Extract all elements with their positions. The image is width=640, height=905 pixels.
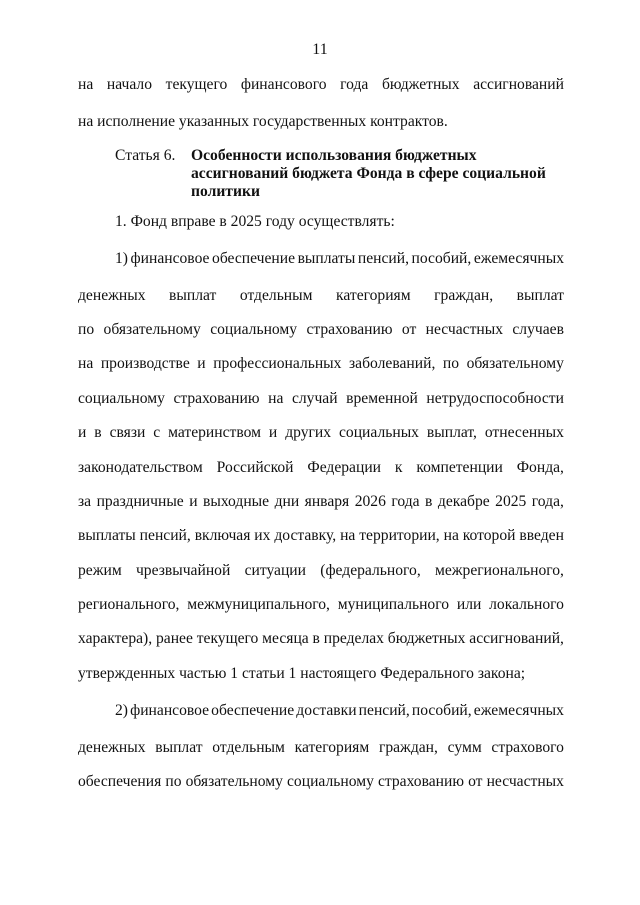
word: которой — [462, 527, 516, 544]
text-line — [78, 389, 564, 409]
word: бюджетных — [381, 76, 460, 93]
word: обеспечение — [211, 702, 295, 719]
word: материнством — [168, 424, 261, 441]
word: страхового — [491, 739, 564, 756]
word: ежемесячных — [473, 250, 564, 267]
word: к — [394, 459, 403, 476]
word: территории, — [359, 527, 440, 544]
word: выплаты — [297, 250, 356, 267]
word: отнесенных — [484, 424, 564, 441]
word: за — [78, 493, 92, 510]
word: или — [456, 596, 482, 613]
text-line — [78, 738, 564, 758]
word: социальному — [210, 321, 298, 338]
text-line — [78, 526, 564, 546]
text-line: утвержденных частью 1 статьи 1 настоящего Федерального закона; — [78, 665, 526, 682]
paragraph-lead: 1. Фонд вправе в 2025 году осуществлять: — [115, 213, 395, 230]
word: 1) — [115, 250, 128, 267]
word: их — [254, 527, 271, 544]
article-label: Статья 6. — [115, 147, 176, 164]
word: и — [268, 424, 278, 441]
word: межмуниципального, — [187, 596, 330, 613]
text-line — [115, 701, 564, 721]
word: финансового — [240, 76, 327, 93]
word: локального — [489, 596, 564, 613]
word: денежных — [78, 287, 146, 304]
word: случай — [291, 390, 338, 407]
word: в — [94, 424, 102, 441]
word: на — [268, 390, 284, 407]
word: компетенции — [416, 459, 503, 476]
word: обеспечение — [212, 250, 296, 267]
word: ситуации — [244, 562, 307, 579]
word: страхованию — [306, 321, 393, 338]
word: 2) — [115, 702, 128, 719]
text-line — [78, 772, 564, 792]
word: месяца — [262, 630, 309, 647]
word: других — [285, 424, 332, 441]
word: текущего — [165, 76, 228, 93]
word: законодательством — [78, 459, 203, 476]
word: 2025 — [495, 493, 527, 510]
word: случаев — [512, 321, 564, 338]
word: выплат — [155, 739, 203, 756]
word: доставку, — [274, 527, 337, 544]
word: Фонда, — [516, 459, 564, 476]
word: отдельным — [212, 739, 285, 756]
word: и — [78, 424, 87, 441]
text-line — [78, 458, 564, 478]
text-line — [78, 595, 564, 615]
word: пределах — [323, 630, 384, 647]
word: бюджетных — [387, 630, 466, 647]
text-line — [115, 249, 564, 269]
word: пособий, — [411, 250, 472, 267]
word: обязательному — [466, 355, 564, 372]
word: выплат — [169, 287, 217, 304]
word: категориям — [294, 739, 370, 756]
word: выплаты — [78, 527, 136, 544]
word: года — [340, 76, 369, 93]
word: года, — [531, 493, 564, 510]
word: на — [340, 527, 356, 544]
word: выплат — [516, 287, 564, 304]
word: года — [391, 493, 420, 510]
word: и — [189, 493, 198, 510]
word: чрезвычайной — [135, 562, 231, 579]
word: пенсий, — [358, 702, 410, 719]
word: по — [165, 773, 182, 790]
article-title-line: политики — [191, 183, 260, 200]
word: от — [468, 773, 483, 790]
text-line — [78, 561, 564, 581]
word: введен — [519, 527, 564, 544]
word: обеспечения — [78, 773, 162, 790]
word: на — [443, 527, 459, 544]
word: социальному — [287, 773, 374, 790]
word: января — [304, 493, 350, 510]
word: на — [78, 355, 94, 372]
word: отдельным — [239, 287, 313, 304]
word: граждан, — [378, 739, 438, 756]
word: пенсий, — [139, 527, 191, 544]
word: регионального, — [78, 596, 180, 613]
word: праздничные — [96, 493, 184, 510]
word: граждан, — [434, 287, 494, 304]
word: доставки — [296, 702, 357, 719]
word: финансовое — [130, 702, 210, 719]
word: профессиональных — [213, 355, 342, 372]
word: выходные — [203, 493, 270, 510]
article-title-line: Особенности использования бюджетных — [191, 147, 477, 164]
word: Федерации — [307, 459, 382, 476]
text-line: на исполнение указанных государственных контрактов. — [78, 113, 448, 130]
word: пенсий, — [357, 250, 409, 267]
word: межрегионального, — [434, 562, 564, 579]
word: Российской — [216, 459, 294, 476]
text-line — [78, 492, 564, 512]
article-title — [191, 147, 571, 201]
word: несчастных — [486, 773, 564, 790]
word: 2026 — [354, 493, 386, 510]
word: социальных — [338, 424, 419, 441]
word: заболеваний, — [349, 355, 436, 372]
word: по — [442, 355, 460, 372]
text-line — [78, 423, 564, 443]
word: дни — [274, 493, 300, 510]
word: категориям — [336, 287, 411, 304]
word: обязательному — [103, 321, 201, 338]
word: включая — [194, 527, 251, 544]
word: в — [425, 493, 433, 510]
word: муниципального — [337, 596, 450, 613]
page-number: 11 — [312, 41, 328, 58]
word: обязательному — [185, 773, 283, 790]
word: нетрудоспособности — [426, 390, 564, 407]
word: пособий, — [411, 702, 472, 719]
text-line — [78, 354, 564, 374]
word: на — [78, 76, 94, 93]
word: страхованию — [173, 390, 260, 407]
word: несчастных — [425, 321, 504, 338]
word: финансовое — [130, 250, 210, 267]
word: в — [312, 630, 320, 647]
word: характера), — [78, 630, 153, 647]
word: с — [153, 424, 161, 441]
word: текущего — [196, 630, 259, 647]
word: от — [401, 321, 417, 338]
word: (федерального, — [320, 562, 421, 579]
word: начало — [106, 76, 153, 93]
word: режим — [78, 562, 122, 579]
word: производстве — [100, 355, 190, 372]
word: социальному — [78, 390, 165, 407]
word: страхованию — [377, 773, 465, 790]
word: по — [78, 321, 95, 338]
word: сумм — [447, 739, 482, 756]
word: ассигнований, — [469, 630, 564, 647]
article-title-line: ассигнований бюджета Фонда в сфере социальной — [191, 165, 546, 182]
word: ежемесячных — [473, 702, 564, 719]
word: ранее — [155, 630, 193, 647]
text-line — [78, 320, 564, 340]
word: выплат, — [426, 424, 477, 441]
text-line — [78, 629, 564, 649]
word: временной — [346, 390, 418, 407]
word: ассигнований — [473, 76, 564, 93]
text-line — [78, 75, 564, 95]
text-line — [78, 286, 564, 306]
word: декабре — [437, 493, 490, 510]
word: денежных — [78, 739, 146, 756]
word: связи — [109, 424, 146, 441]
word: и — [197, 355, 206, 372]
